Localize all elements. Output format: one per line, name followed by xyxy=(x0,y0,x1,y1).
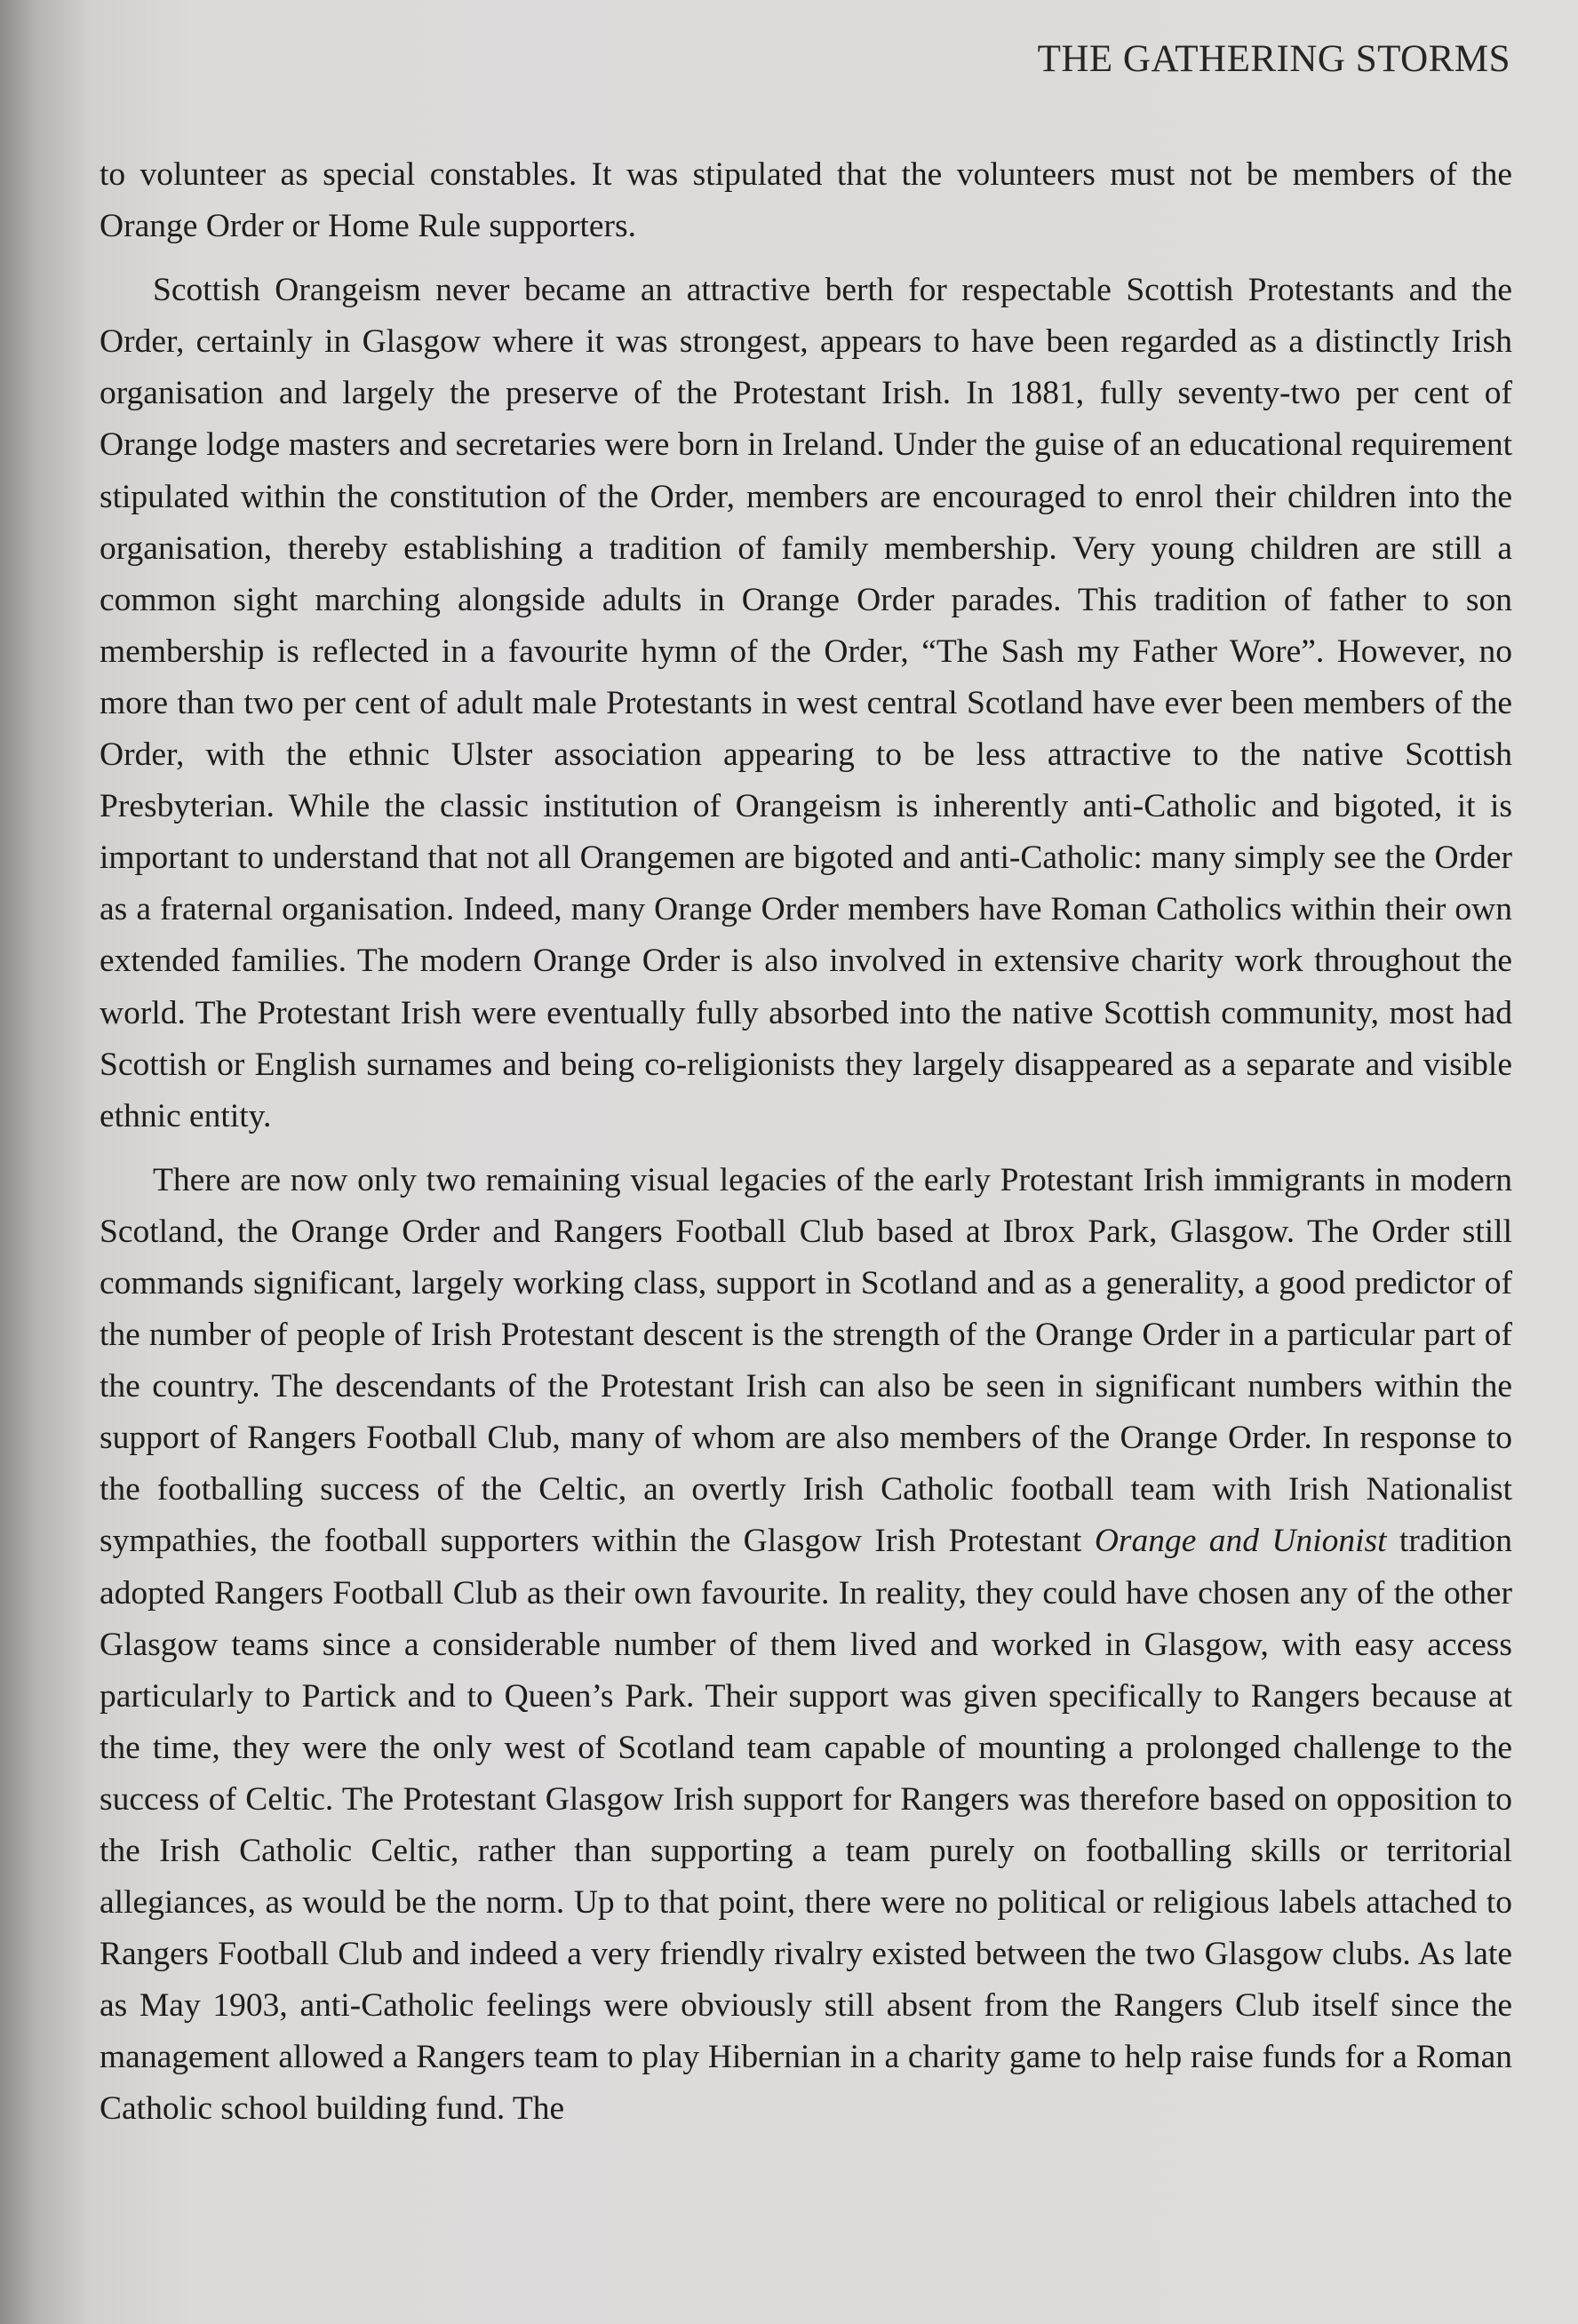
paragraph-3 xyxy=(100,1155,1512,2136)
paragraph-3-part-2: tradition adopted Rangers Football Club as their own favourite. In reality, they could have chosen any of the other Glasgow teams since a considerable number of them lived and worked in Glasgow, with easy access particularly to Partick and to Queen’s Park. Their support was given specifically to Rangers because at the time, they were the only west of Scotland team capable of mounting a prolonged challenge to the success of Celtic. The Protestant Glasgow Irish support for Rangers was therefore based on opposition to the Irish Catholic Celtic, rather than supporting a team purely on footballing skills or territorial allegiances, as would be the norm. Up to that point, there were no political or religious labels attached to Rangers Football Club and indeed a very friendly rivalry existed between the two Glasgow clubs. As late as May 1903, anti-Catholic feelings were obviously still absent from the Rangers Club itself since the management allowed a Rangers team to play Hibernian in a charity game to help raise funds for a Roman Catholic school building fund. The xyxy=(100,1523,1512,2128)
paragraph-3-part-1: There are now only two remaining visual legacies of the early Protestant Irish immigrants in modern Scotland, the Orange Order and Rangers Football Club based at Ibrox Park, Glasgow. The Order still commands significant, largely working class, support in Scotland and as a generality, a good predictor of the number of people of Irish Protestant descent is the strength of the Orange Order in a particular part of the country. The descendants of the Protestant Irish can also be seen in significant numbers within the support of Rangers Football Club, many of whom are also members of the Orange Order. In response to the footballing success of the Celtic, an overtly Irish Catholic football team with Irish Nationalist sympathies, the football supporters within the Glasgow Irish Protestant xyxy=(100,1161,1512,1560)
italic-phrase: Orange and Unionist xyxy=(1094,1523,1387,1560)
body-text xyxy=(100,149,1512,2136)
paragraph-2: Scottish Orangeism never became an attractive berth for respectable Scottish Protestants and the Order, certainly in Glasgow where it was strongest, appears to have been regarded as a distinctly Irish organisation and largely the preserve of the Protestant Irish. In 1881, fully seventy-two per cent of Orange lodge masters and secretaries were born in Ireland. Under the guise of an educational requirement stipulated within the constitution of the Order, members are encouraged to enrol their children into the organisation, thereby establishing a tradition of family membership. Very young children are still a common sight marching alongside adults in Orange Order parades. This tradition of father to son membership is reflected in a favourite hymn of the Order, “The Sash my Father Wore”. However, no more than two per cent of adult male Protestants in west central Scotland have ever been members of the Order, with the ethnic Ulster association appearing to be less attractive to the native Scottish Presbyterian. While the classic institution of Orangeism is inherently anti-Catholic and bigoted, it is important to understand that not all Orangemen are bigoted and anti-Catholic: many simply see the Order as a fraternal organisation. Indeed, many Orange Order members have Roman Catholics within their own extended families. The modern Orange Order is also involved in extensive charity work throughout the world. The Protestant Irish were eventually fully absorbed into the native Scottish community, most had Scottish or English surnames and being co-religionists they largely disappeared as a separate and visible ethnic entity. xyxy=(100,272,1512,1134)
running-header: THE GATHERING STORMS xyxy=(1037,38,1510,80)
paragraph-1: to volunteer as special constables. It was stipulated that the volunteers must not be members of the Orange Order or Home Rule supporters. xyxy=(100,156,1512,245)
